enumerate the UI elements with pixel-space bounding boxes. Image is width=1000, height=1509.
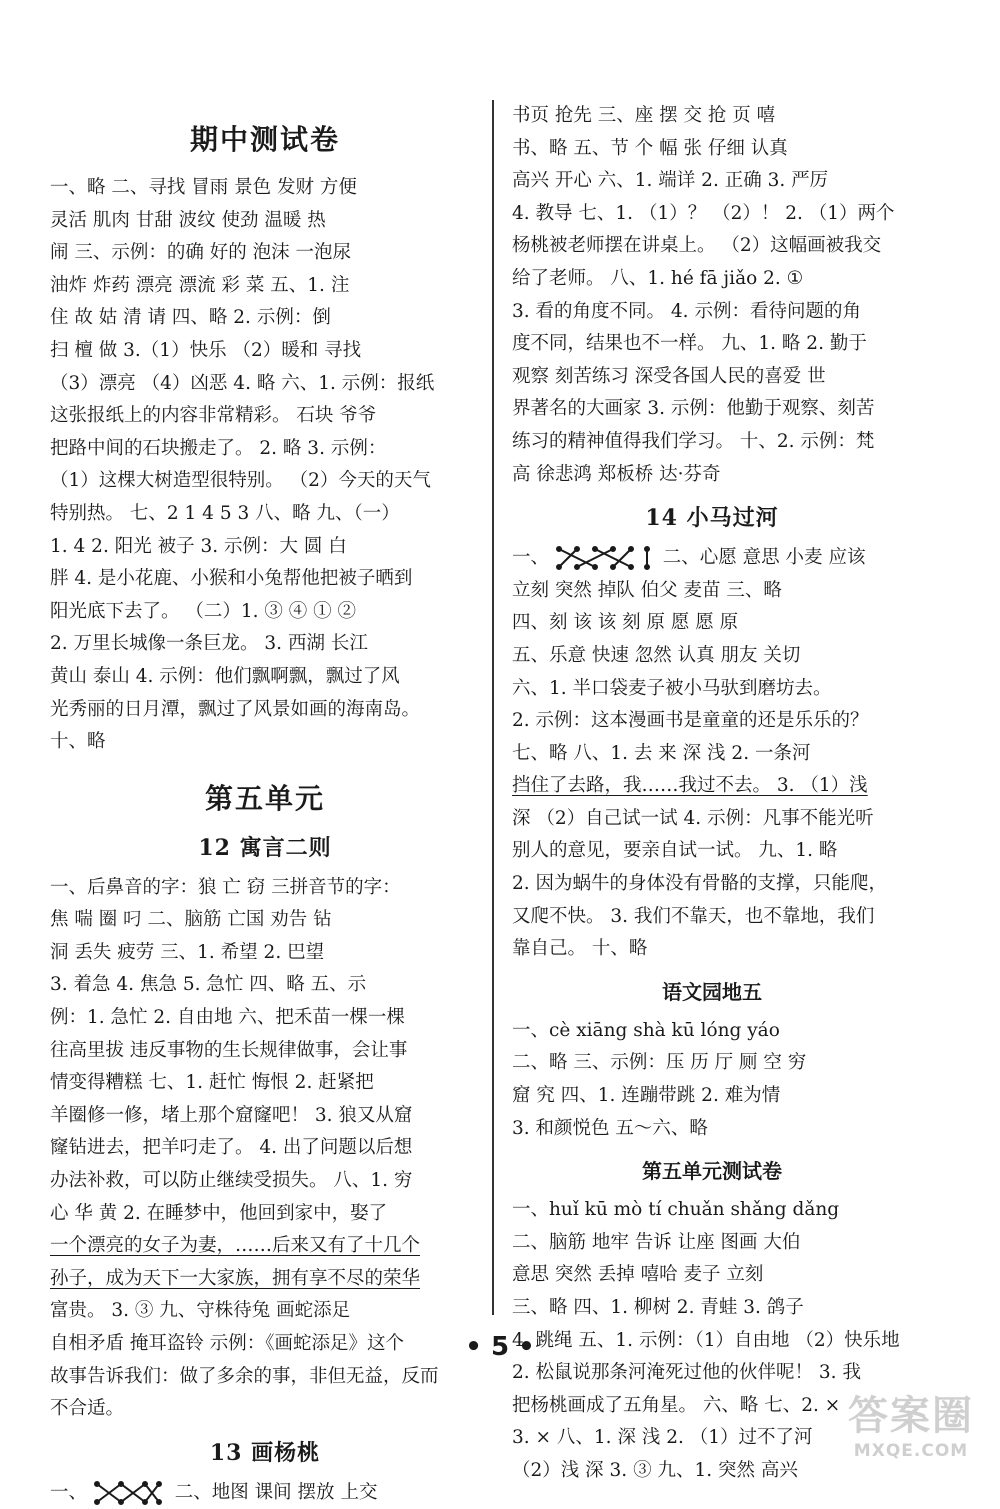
answer-line: 把杨桃画成了五角星。 六、略 七、2. ×	[512, 1394, 841, 1416]
answer-line: 十、略	[50, 731, 106, 753]
answer-line: 2. 示例：这本漫画书是童童的还是乐乐的？	[512, 710, 869, 732]
answer-line: 1. 4 2. 阳光 被子 3. 示例：大 圆 白	[50, 535, 347, 557]
midterm-answers	[50, 172, 480, 759]
lesson-13-continued	[512, 100, 912, 491]
column-divider	[492, 100, 494, 1315]
lesson-12-title: 12 寓言二则	[198, 834, 332, 861]
answer-line: 住 故 姑 清 请 四、略 2. 示例：倒	[50, 307, 331, 329]
answer-line: 练习的精神值得我们学习。 十、2. 示例：梵	[512, 430, 875, 452]
answer-line: 一个漂亮的女子为妻，……后来又有了十几个	[50, 1235, 421, 1257]
answer-line: 一、后鼻音的字：狼 亡 窃 三拼音节的字：	[50, 876, 401, 898]
answer-line: 阳光底下去了。 （二）1. ③ ④ ① ②	[50, 600, 357, 622]
answer-line: 3. 和颜悦色 五～六、略	[512, 1117, 708, 1139]
answer-line: 立刻 突然 掉队 伯父 麦苗 三、略	[512, 579, 782, 601]
answer-line: 杨桃被老师摆在讲桌上。 （2）这幅画被我交	[512, 235, 882, 257]
garden-title: 语文园地五	[662, 979, 762, 1004]
answer-line: 光秀丽的日月潭，飘过了风景如画的海南岛。	[50, 698, 421, 720]
answer-line: 挡住了去路，我……我过不去。 3. （1）浅	[512, 775, 868, 797]
answer-line: 2. 因为蜗牛的身体没有骨骼的支撑，只能爬，	[512, 873, 888, 895]
answer-line: 焦 喘 圈 叼 二、脑筋 亡国 劝告 钻	[50, 909, 332, 931]
answer-line: 靠自己。 十、略	[512, 938, 648, 960]
answer-line: （1）这棵大树造型很特别。 （2）今天的天气	[50, 470, 431, 492]
answer-line: （2）浅 深 3. ③ 九、1. 突然 高兴	[512, 1459, 798, 1481]
answer-line: 自相矛盾 掩耳盗铃 示例：《画蛇添足》这个	[50, 1333, 405, 1354]
answer-line: 扫 檀 做 3.（1）快乐 （2）暖和 寻找	[50, 339, 362, 361]
left-column	[50, 100, 480, 1509]
answer-line: 3. × 八、1. 深 浅 2. （1）过不了河	[512, 1427, 813, 1449]
answer-line: 别人的意见，要亲自试一试。 九、1. 略	[512, 840, 838, 862]
answer-line: 孙子，成为天下一大家族，拥有享不尽的荣华	[50, 1267, 421, 1289]
answer-line: 办法补救，可以防止继续受损失。 八、1. 穷	[50, 1170, 413, 1192]
unit-title: 第五单元	[204, 781, 325, 815]
answer-line: 又爬不快。 3. 我们不靠天，也不靠地，我们	[512, 905, 875, 927]
answer-line: 4. 教导 七、1. （1）？ （2）！ 2. （1）两个	[512, 202, 895, 224]
midterm-title: 期中测试卷	[189, 123, 340, 156]
answer-line: 一、略 二、寻找 冒雨 景色 发财 方便	[50, 177, 357, 198]
watermark-text: 答案圈	[848, 1393, 974, 1439]
answer-line: 意思 突然 丢掉 嘻哈 麦子 立刻	[512, 1264, 764, 1286]
answer-line: 窿钻进去，把羊叼走了。 4. 出了问题以后想	[50, 1137, 413, 1159]
answer-line: 胖 4. 是小花鹿、小猴和小兔帮他把被子晒到	[50, 568, 413, 590]
answer-line: 往高里拔 违反事物的生长规律做事，会让事	[50, 1039, 408, 1061]
lesson-13-first-line	[50, 1477, 480, 1509]
answer-line: 高 徐悲鸿 郑板桥 达·芬奇	[512, 463, 721, 485]
answer-line: 4. 跳绳 五、1. 示例：（1）自由地 （2）快乐地	[512, 1329, 900, 1351]
right-column	[512, 100, 912, 1488]
matching-lines-icon	[93, 1480, 163, 1506]
lesson-14-first-line	[512, 542, 912, 575]
answer-line: 窟 究 四、1. 连蹦带跳 2. 难为情	[512, 1085, 781, 1107]
answer-line: 二、脑筋 地牢 告诉 让座 图画 大伯	[512, 1231, 801, 1253]
answer-line: 3. 看的角度不同。 4. 示例：看待问题的角	[512, 300, 861, 322]
answer-line: 二、略 三、示例：压 历 厅 厕 空 穷	[512, 1052, 807, 1074]
answer-line: 七、略 八、1. 去 来 深 浅 2. 一条河	[512, 742, 811, 764]
answer-line: 3. 着急 4. 焦急 5. 急忙 四、略 五、示	[50, 974, 367, 996]
answer-line: 给了老师。 八、1. hé fā jiǎo 2. ①	[512, 267, 804, 289]
answer-line: 六、1. 半口袋麦子被小马驮到磨坊去。	[512, 677, 832, 699]
lesson-14-title: 14 小马过河	[645, 505, 779, 532]
answer-line: 羊圈修一修，堵上那个窟窿吧！ 3. 狼又从窟	[50, 1104, 413, 1126]
answer-line: 2. 万里长城像一条巨龙。 3. 西湖 长江	[50, 633, 368, 655]
answer-line: 2. 松鼠说那条河淹死过他的伙伴呢！ 3. 我	[512, 1362, 861, 1384]
answer-line: 三、略 四、1. 柳树 2. 青蛙 3. 鸽子	[512, 1297, 804, 1318]
answer-line: 心 华 黄 2. 在睡梦中，他回到家中，娶了	[50, 1202, 388, 1224]
answer-line: 闹 三、示例：的确 好的 泡沫 一泡尿	[50, 242, 352, 264]
answer-text: 二、地图 课间 摆放 上交	[174, 1481, 378, 1503]
answer-line: 四、刻 该 该 刻 原 愿 愿 原	[512, 612, 739, 634]
page-number: • 5 •	[465, 1332, 535, 1362]
answer-line: 一、cè xiāng shà kū lóng yáo	[512, 1019, 780, 1041]
answer-line: 洞 丢失 疲劳 三、1. 希望 2. 巴望	[50, 941, 325, 963]
answer-line: 一、huǐ kū mò tí chuǎn shǎng dǎng	[512, 1199, 840, 1221]
answer-line: 不合适。	[50, 1398, 125, 1420]
question-prefix: 一、	[50, 1481, 88, 1503]
matching-lines-icon	[555, 545, 651, 571]
garden-answers	[512, 1015, 912, 1145]
answer-line: 黄山 泰山 4. 示例：他们飘啊飘，飘过了风	[50, 665, 400, 687]
answer-line: 书页 抢先 三、座 摆 交 抢 页 嘻	[512, 105, 776, 126]
unit-test-title: 第五单元测试卷	[642, 1159, 782, 1184]
answer-line: 把路中间的石块搬走了。 2. 略 3. 示例：	[50, 437, 387, 459]
question-prefix: 一、	[512, 547, 550, 569]
answer-line: 情变得糟糕 七、1. 赶忙 悔恨 2. 赶紧把	[50, 1072, 374, 1094]
answer-line: 界著名的大画家 3. 示例：他勤于观察、刻苦	[512, 398, 875, 420]
answer-text: 二、心愿 意思 小麦 应该	[662, 547, 866, 569]
answer-line: 深 （2）自己试一试 4. 示例：凡事不能光听	[512, 807, 874, 829]
answer-line: 故事告诉我们：做了多余的事，非但无益，反而	[50, 1365, 439, 1387]
watermark-logo	[836, 1384, 986, 1461]
answer-line: 观察 刻苦练习 深受各国人民的喜爱 世	[512, 365, 826, 387]
answer-line: 油炸 炸药 漂亮 漂流 彩 菜 五、1. 注	[50, 274, 350, 296]
lesson-13-title: 13 画杨桃	[209, 1439, 321, 1466]
answer-line: 五、乐意 快速 忽然 认真 朋友 关切	[512, 644, 801, 666]
answer-line: （3）漂亮 （4）凶恶 4. 略 六、1. 示例：报纸	[50, 372, 435, 394]
answer-line: 书、略 五、节 个 幅 张 仔细 认真	[512, 137, 788, 159]
answer-line: 灵活 肌肉 甘甜 波纹 使劲 温暖 热	[50, 209, 326, 231]
answer-line: 这张报纸上的内容非常精彩。 石块 爷爷	[50, 405, 377, 427]
answer-line: 度不同，结果也不一样。 九、1. 略 2. 勤于	[512, 333, 867, 355]
answer-line: 特别热。 七、2 1 4 5 3 八、略 九、（一）	[50, 502, 400, 524]
lesson-14-answers	[512, 575, 912, 966]
answer-line: 例：1. 急忙 2. 自由地 六、把禾苗一棵一棵	[50, 1007, 405, 1029]
watermark-url: MXQE.COM	[853, 1441, 969, 1461]
answer-line: 富贵。 3. ③ 九、守株待兔 画蛇添足	[50, 1300, 351, 1322]
answer-line: 高兴 开心 六、1. 端详 2. 正确 3. 严厉	[512, 170, 829, 192]
